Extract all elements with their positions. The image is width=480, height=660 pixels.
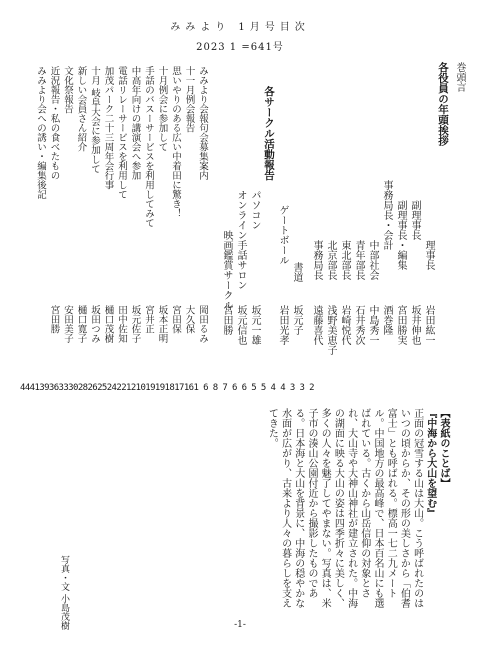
toc-entry-author: 岡田るみ: [197, 305, 208, 343]
greeting-role: 副理事長・編集: [395, 200, 406, 270]
greeting-role: 北京部長: [325, 240, 336, 280]
club-title: 映画鑑賞サークル: [221, 230, 232, 310]
toc-entry-author: 坂元佐子: [129, 305, 141, 343]
toc-title: みみより 1月号目次: [170, 22, 310, 33]
page-footer: -1-: [234, 620, 246, 630]
toc-entry-title: 電話リレーサービスを利用して: [116, 66, 127, 199]
greeting-name: 宮田勝実: [395, 305, 406, 345]
issue-number: 2023 1 =641号: [196, 42, 284, 53]
greeting-role: 中部社会: [367, 240, 378, 280]
greeting-name: 岩崎悦代: [339, 305, 350, 345]
toc-entry-title: 加茂パーク二十三周年会行事: [102, 66, 114, 190]
toc-entry-title: 十月 岐阜大会に参加して: [89, 66, 100, 174]
toc-entry-title: 新しい会員さん紹介: [75, 66, 87, 152]
toc-entry-title: 手話のバスーサービスを利用してみて: [143, 66, 154, 228]
clubs-heading: 各サークル活動報告: [263, 86, 275, 181]
greeting-name: 酒巻隆: [381, 305, 392, 335]
toc-entry-author: 坂田つみ: [89, 305, 100, 343]
toc-entry-author: 樋口寛子: [75, 305, 87, 343]
toc-entry-title: 文化祭報告: [62, 66, 73, 114]
greeting-role: 副理事長: [409, 200, 420, 240]
photo-credit: 写真・文 小島茂樹: [59, 555, 69, 630]
club-author: 坂元子: [291, 305, 302, 335]
toc-entry-author: 樋口茂樹: [102, 305, 114, 343]
toc-entry-title: 中高年向けの講演会へ参加: [129, 66, 141, 180]
club-author: 宮田勝: [221, 305, 232, 335]
toc-entry-author: 大久保: [183, 305, 195, 334]
greeting-role: 東北部長: [339, 240, 350, 280]
greeting-name: 坂井伸也: [409, 305, 420, 345]
club-title: パソコン: [249, 190, 260, 230]
greetings-heading: 各役員の年頭挨拶: [437, 62, 449, 146]
club-title: オンライン手話サロン: [235, 190, 246, 290]
greeting-role: 青年部長: [353, 240, 364, 280]
greeting-name: 中島秀一: [367, 305, 378, 345]
essay-body: 正面の冠雪する山は大山。こう呼ばれたのはいつの頃からか、その形の美しさから「伯耆富士」とも呼ばれる。標高一七二九メートル。中国地方の最高峰で、日本百名山にも選ばれている。古くから山岳信仰の対象とされ、大山寺や大神山神社が建立された。中海の湖面に映る大山の姿は四季折々に美しく、多くの人々を魅了してやまない。写真は、米子市の湊山公園付近から撮影したものである。日本海と大山を背景に、中海の穏やかな水面が広がり、古来より人々の暮らしを支えてきた。: [266, 408, 423, 608]
greeting-role: 理事長: [423, 240, 434, 270]
toc-entry-author: 坂本正明: [156, 305, 168, 343]
club-title: ゲートボール: [277, 205, 288, 265]
toc-entry-title: 十月例会に参加して: [156, 66, 168, 152]
toc-entry-title: みみより会への誘い・編集後記: [35, 66, 46, 199]
cover-essay: [58, 408, 450, 608]
club-author: 岩田光孝: [277, 305, 288, 345]
toc-entry-title: 思いやりのある広い中着田に驚き！: [170, 66, 181, 218]
greeting-name: 岩田紘一: [423, 305, 434, 345]
club-author: 坂元信也: [235, 305, 246, 345]
toc-entry-title: みみより会報句会募集案内: [197, 66, 208, 180]
greeting-name: 浅野美恵子: [325, 305, 336, 355]
greeting-name: 石井秀次: [353, 305, 364, 345]
essay-heading: 【表紙のことば】: [438, 408, 449, 488]
toc-entry-author: 安田美子: [62, 305, 73, 343]
greeting-name: 遠藤喜代: [311, 305, 322, 345]
toc-entry-title: 十一月例会報告: [183, 66, 195, 133]
toc-entry-title: 近況報告・私の食べたもの: [48, 66, 60, 180]
foreword-heading: 巻頭言: [454, 62, 465, 92]
toc-entry-author: 宮田保: [170, 305, 181, 334]
page-number-row: 4441393633302826252422121019191817161 6 8 7 6 6 5 5 4 4 3 3 2: [20, 383, 314, 393]
greeting-role: 事務局長: [311, 240, 322, 280]
toc-entry-author: 宮田勝: [48, 305, 60, 334]
essay-subheading: 『中海から大山を望む』: [424, 408, 436, 518]
club-title: 書道: [291, 262, 302, 282]
greeting-role: 事務局長・会計: [381, 180, 392, 250]
toc-entry-author: 宮井正: [143, 305, 154, 334]
club-author: 坂元一雄: [249, 305, 260, 345]
toc-entry-author: 田中佐知: [116, 305, 127, 343]
